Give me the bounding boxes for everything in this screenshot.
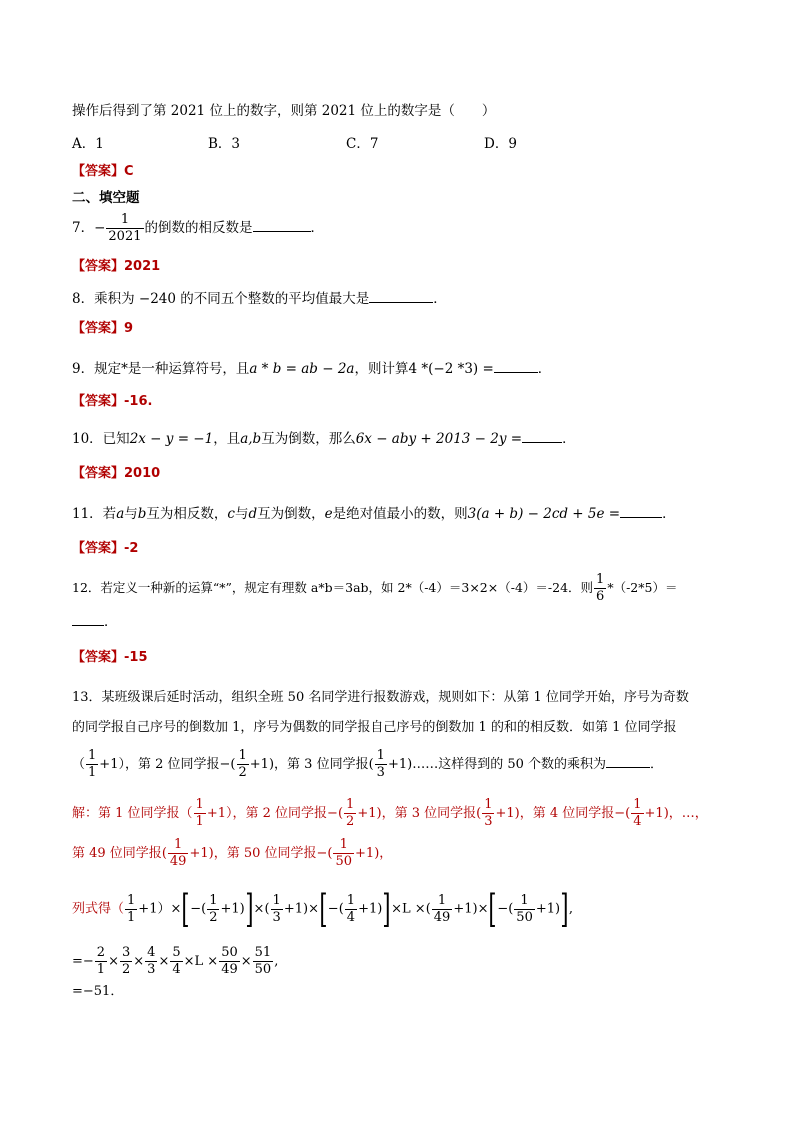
text: 解：第 1 位同学报（ [72, 806, 193, 821]
text: ，第 50 位同学报 [213, 846, 317, 861]
q11-expr: 3(a + b) − 2cd + 5e = [467, 506, 621, 522]
den: 4 [346, 909, 356, 925]
q12-blank[interactable] [72, 611, 104, 626]
den: 2 [238, 765, 247, 780]
text: ) [663, 806, 669, 821]
q12-answer [72, 649, 148, 667]
fraction [344, 797, 356, 830]
text: +1 [283, 901, 303, 917]
q12-fraction [594, 572, 606, 605]
text: +1 [355, 846, 375, 861]
num: 4 [147, 945, 156, 960]
q8-blank[interactable] [369, 288, 433, 303]
q9-end: ． [537, 361, 552, 377]
text: ），第 2 位同学报 [226, 806, 328, 821]
text: ，第 4 位同学报 [519, 806, 615, 821]
q6-option-a: A．1 [72, 136, 104, 152]
text: − [316, 846, 328, 861]
q13-solution-line5: =−51． [72, 984, 124, 999]
left-bracket: [ [181, 887, 190, 931]
den: 3 [272, 909, 281, 925]
den: 4 [633, 814, 642, 829]
answer-value: 2021 [124, 259, 161, 274]
text: 列式得（ [72, 901, 125, 917]
fraction [333, 837, 354, 870]
text: ) [376, 806, 382, 821]
text: ( [476, 806, 482, 821]
text: ，…， [668, 806, 708, 821]
q7-minus: − [94, 220, 106, 236]
right-bracket: ] [245, 887, 254, 931]
text: +1 [453, 901, 473, 917]
section-title: 二、填空题 [72, 190, 140, 206]
q11-var-a: a [116, 506, 125, 522]
q11-line [72, 503, 676, 523]
den: 2 [209, 909, 218, 925]
den: 3 [484, 814, 493, 829]
text: ) [514, 806, 520, 821]
text: ……这样得到的 50 个数的乘积为 [412, 757, 606, 772]
den: 4 [172, 962, 181, 977]
num: 1 [272, 892, 281, 908]
q13-line1: 13．某班级课后延时活动，组织全班 50 名同学进行报数游戏，规则如下：从第 1 位同学开始，序号为奇数 [72, 690, 689, 705]
text: − [190, 901, 202, 917]
text: +1 [495, 806, 515, 821]
num: 1 [432, 893, 453, 910]
fraction [432, 893, 453, 926]
den: 50 [335, 854, 353, 869]
q10-line [72, 428, 576, 448]
den: 1 [96, 962, 106, 977]
q7-end: ． [310, 220, 324, 236]
text: ) [377, 901, 383, 917]
q10-text1: 10．已知 [72, 431, 130, 447]
text: +1 [387, 757, 408, 772]
num: 1 [333, 837, 354, 854]
q11-var-d: d [248, 506, 258, 522]
text: ． [650, 757, 664, 772]
text: ) [268, 757, 275, 772]
fraction [125, 893, 137, 926]
q11-var-c: c [227, 506, 235, 522]
fraction [219, 945, 240, 978]
answer-label: 【答案】 [72, 650, 125, 665]
text: ，第 3 位同学报 [274, 757, 369, 772]
text: ×L × [183, 954, 219, 969]
den: 3 [147, 962, 156, 977]
text: ( [508, 901, 514, 917]
den: 1 [195, 814, 204, 829]
num: 1 [376, 748, 385, 763]
q7-num: 7． [72, 220, 95, 236]
den: 49 [221, 962, 238, 977]
q11-t5: 互为倒数， [257, 506, 325, 522]
q8-line [72, 288, 447, 308]
q12-line [72, 572, 677, 605]
text: +1 [220, 901, 240, 917]
text: ， [379, 846, 393, 861]
text: 第 49 位同学报 [72, 846, 162, 861]
q11-var-b: b [137, 506, 147, 522]
q9-text1: 9．规定*是一种运算符号，且 [72, 361, 250, 377]
answer-label: 【答案】 [72, 259, 125, 274]
answer-value: C [124, 164, 134, 179]
text: （ [72, 757, 86, 772]
text: , [568, 901, 574, 917]
fraction [375, 748, 387, 781]
num: 1 [127, 892, 136, 908]
text: × [477, 901, 489, 917]
num: 1 [168, 837, 189, 854]
q12-line2 [72, 611, 118, 631]
text: × [240, 954, 252, 969]
text: × [253, 901, 265, 917]
fraction [253, 945, 274, 978]
q10-expr1: 2x − y = −1 [129, 431, 214, 447]
q13-solution-line2 [72, 837, 392, 870]
text: ( [327, 846, 333, 861]
fraction [482, 797, 494, 830]
q9-expr2: 4 *(−2 *3) = [408, 361, 494, 377]
q6-answer [72, 163, 134, 181]
den: 2 [121, 962, 131, 977]
fraction [86, 748, 98, 781]
q7-answer [72, 258, 160, 276]
answer-value: 2010 [124, 466, 161, 481]
den: 2 [346, 814, 355, 829]
fraction [237, 748, 249, 781]
answer-label: 【答案】 [72, 321, 125, 336]
num: 1 [633, 797, 642, 812]
num: 50 [221, 945, 238, 960]
text: ) [472, 901, 478, 917]
text: ×L × [391, 901, 426, 917]
q11-t3: 互为相反数， [146, 506, 228, 522]
text: ( [338, 901, 344, 917]
text: − [219, 757, 231, 772]
answer-value: -15 [124, 650, 148, 665]
text: ) [302, 901, 309, 917]
text: ) [555, 901, 561, 917]
q13-solution-line1 [72, 797, 708, 830]
text: ( [264, 901, 270, 917]
q13-solution-line3 [72, 887, 574, 931]
q11-t2: 与 [124, 506, 138, 522]
q13-line2: 的同学报自己序号的倒数加 1，序号为偶数的同学报自己序号的倒数加 1 的和的相反数．如第 1 位同学报 [72, 720, 677, 735]
num: 51 [254, 945, 272, 960]
num: 1 [88, 748, 97, 763]
q11-t6: 是绝对值最小的数，则 [332, 506, 468, 522]
q10-answer [72, 465, 160, 483]
num: 1 [484, 797, 493, 812]
q7-line [72, 212, 324, 245]
fraction [207, 893, 219, 926]
q10-end: ． [562, 431, 576, 447]
q6-option-c: C．7 [346, 136, 379, 152]
fraction [95, 945, 107, 978]
fraction [120, 945, 132, 978]
num: 1 [514, 893, 535, 910]
q11-t4: 与 [234, 506, 249, 522]
den: 1 [127, 909, 136, 925]
num: 1 [238, 748, 247, 763]
q11-end: ． [662, 506, 676, 522]
q9-expr: a * b = ab − 2a [249, 361, 355, 377]
den: 49 [169, 854, 187, 869]
right-bracket: ] [382, 887, 391, 931]
text: ( [337, 806, 344, 821]
den: 49 [433, 909, 451, 925]
den: 50 [516, 909, 533, 925]
q13-solution-line4 [72, 945, 278, 978]
q11-text1: 11．若 [72, 506, 117, 522]
text: +1 [358, 901, 378, 917]
text: − [614, 806, 626, 821]
answer-label: 【答案】 [72, 394, 125, 409]
answer-value: -16. [124, 394, 153, 409]
fraction [631, 797, 643, 830]
q8-end: ． [433, 291, 447, 307]
q11-answer [72, 540, 138, 558]
text: +1 [644, 806, 664, 821]
text: ( [425, 901, 431, 917]
left-bracket: [ [319, 887, 328, 931]
answer-value: 9 [124, 321, 134, 336]
num: 3 [121, 945, 131, 960]
text: +1 [206, 806, 226, 821]
answer-label: 【答案】 [72, 164, 125, 179]
text: +1 [189, 846, 209, 861]
text: ( [368, 757, 374, 772]
text: × [158, 954, 170, 969]
text: ，第 3 位同学报 [381, 806, 477, 821]
left-bracket: [ [488, 887, 497, 931]
q7-text: 的倒数的相反数是 [144, 220, 253, 236]
num: 1 [195, 797, 204, 812]
text: ( [201, 901, 207, 917]
q12-tail: *（-2*5）＝ [607, 580, 678, 595]
q10-blank[interactable] [522, 428, 562, 443]
right-bracket: ] [560, 887, 569, 931]
text: =− [72, 954, 94, 969]
fraction [194, 797, 206, 830]
text: +1 [357, 806, 377, 821]
text: ），第 2 位同学报 [118, 757, 220, 772]
text: +1 [249, 757, 269, 772]
text: × [108, 954, 119, 969]
q6-option-d: D．9 [484, 136, 517, 152]
text: ( [230, 757, 236, 772]
num: 5 [172, 945, 181, 960]
fraction [345, 893, 357, 926]
text: ( [161, 846, 167, 861]
q6-option-b: B．3 [208, 136, 241, 152]
text: +1 [138, 901, 158, 917]
q13-line3 [72, 748, 663, 781]
q13-blank[interactable] [606, 753, 650, 768]
fraction [145, 945, 157, 978]
q10-text2: ，且 [213, 431, 241, 447]
q12-frac-den: 6 [596, 589, 605, 604]
num: 1 [209, 892, 218, 908]
fraction [271, 893, 283, 926]
text: +1 [535, 901, 556, 917]
answer-label: 【答案】 [72, 541, 125, 556]
q10-text3: 互为倒数，那么 [261, 431, 356, 447]
q8-text: 8．乘积为 −240 的不同五个整数的平均值最大是 [72, 291, 370, 307]
num: 1 [346, 797, 355, 812]
fraction [170, 945, 182, 978]
fraction [168, 837, 189, 870]
text: ( [625, 806, 631, 821]
q7-fraction [106, 212, 143, 245]
text: ) [407, 757, 413, 772]
text: − [497, 901, 509, 917]
q11-blank[interactable] [620, 503, 662, 518]
text: × [133, 954, 145, 969]
q9-text2: ，则计算 [354, 361, 409, 377]
text: ）× [157, 901, 182, 917]
q9-answer [72, 393, 152, 411]
q11-var-e: e [324, 506, 333, 522]
text: − [327, 806, 338, 821]
q12-frac-num: 1 [596, 572, 605, 587]
q7-frac-den: 2021 [108, 229, 142, 244]
den: 1 [88, 765, 97, 780]
text: ) [374, 846, 380, 861]
den: 3 [376, 765, 385, 780]
text: − [327, 901, 339, 917]
answer-value: -2 [124, 541, 139, 556]
q9-blank[interactable] [494, 358, 538, 373]
q7-frac-num: 1 [106, 212, 143, 229]
q10-expr2: a,b [240, 431, 262, 447]
q6-stem: 操作后得到了第 2021 位上的数字，则第 2021 位上的数字是（ ） [72, 103, 496, 119]
q9-line [72, 358, 551, 378]
text: , [274, 954, 279, 969]
q10-expr3: 6x − aby + 2013 − 2y = [355, 431, 523, 447]
fraction [514, 893, 535, 926]
q12-end: ． [104, 614, 118, 630]
num: 1 [346, 892, 356, 908]
num: 2 [96, 945, 106, 960]
q7-blank[interactable] [253, 217, 311, 232]
text: +1 [99, 757, 119, 772]
answer-label: 【答案】 [72, 466, 125, 481]
q8-answer [72, 320, 133, 338]
text: ) [239, 901, 245, 917]
den: 50 [254, 962, 272, 977]
text: × [308, 901, 319, 917]
q12-text: 12．若定义一种新的运算“*”，规定有理数 a*b＝3ab，如 2*（-4）＝3×2×（-4）＝-24．则 [72, 580, 594, 595]
text: ) [208, 846, 214, 861]
